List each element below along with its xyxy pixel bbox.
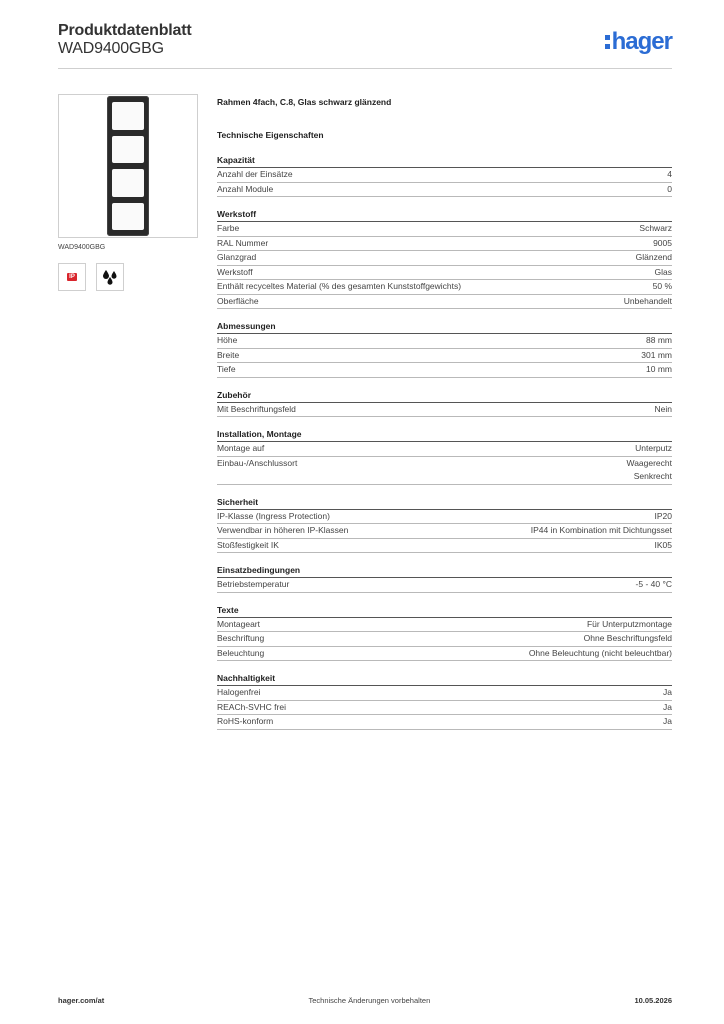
spec-label: Anzahl Module bbox=[217, 183, 274, 194]
spec-value: Glas bbox=[654, 266, 672, 277]
spec-row bbox=[217, 403, 672, 418]
spec-value: 301 mm bbox=[641, 349, 672, 360]
section-title: Werkstoff bbox=[217, 209, 672, 222]
spec-row bbox=[217, 183, 672, 198]
spec-label: Höhe bbox=[217, 335, 238, 345]
product-image bbox=[58, 94, 198, 238]
spec-label: Beleuchtung bbox=[217, 647, 265, 658]
spec-row bbox=[217, 363, 672, 378]
header-divider bbox=[58, 68, 672, 69]
spec-label: REACh-SVHC frei bbox=[217, 701, 286, 712]
spec-value: Ja bbox=[663, 701, 672, 712]
spec-label: Werkstoff bbox=[217, 266, 253, 277]
product-details bbox=[217, 96, 672, 730]
spec-label: Enthält recyceltes Material (% des gesamten Kunststoffgewichts) bbox=[217, 281, 462, 291]
spec-label: Tiefe bbox=[217, 364, 236, 374]
spec-row bbox=[217, 334, 672, 349]
page-footer bbox=[58, 996, 672, 1005]
spec-row bbox=[217, 578, 672, 593]
spec-value: IP44 in Kombination mit Dichtungsset bbox=[530, 525, 672, 535]
spec-value: IK05 bbox=[654, 539, 672, 550]
spec-label: Verwendbar in höheren IP-Klassen bbox=[217, 525, 349, 535]
water-drops-badge bbox=[96, 263, 124, 291]
spec-value: Waagerecht Senkrecht bbox=[626, 457, 672, 481]
spec-label: Beschriftung bbox=[217, 633, 265, 643]
spec-value: 9005 bbox=[653, 237, 672, 248]
spec-row bbox=[217, 539, 672, 554]
spec-section bbox=[217, 429, 672, 485]
spec-row bbox=[217, 168, 672, 183]
spec-sections bbox=[217, 155, 672, 730]
spec-row bbox=[217, 349, 672, 364]
spec-value: Unterputz bbox=[635, 443, 672, 453]
product-title: Rahmen 4fach, C.8, Glas schwarz glänzend bbox=[217, 97, 392, 107]
section-title: Zubehör bbox=[217, 390, 672, 403]
spec-value: Für Unterputzmontage bbox=[586, 618, 672, 629]
footer-date: 10.05.2026 bbox=[634, 996, 672, 1005]
spec-value: 4 bbox=[667, 169, 672, 179]
section-title: Sicherheit bbox=[217, 497, 672, 510]
section-title: Installation, Montage bbox=[217, 429, 672, 442]
spec-label: Montageart bbox=[217, 618, 260, 629]
spec-value: Glänzend bbox=[635, 252, 672, 262]
spec-row bbox=[217, 701, 672, 716]
spec-label: Halogenfrei bbox=[217, 687, 261, 697]
spec-section bbox=[217, 497, 672, 554]
spec-value: Ja bbox=[663, 716, 672, 726]
spec-label: Farbe bbox=[217, 223, 240, 233]
hager-logo bbox=[605, 28, 672, 56]
spec-section bbox=[217, 155, 672, 197]
spec-row bbox=[217, 457, 672, 485]
spec-row bbox=[217, 524, 672, 539]
spec-label: IP-Klasse (Ingress Protection) bbox=[217, 510, 330, 521]
document-title: Produktdatenblatt bbox=[58, 22, 192, 39]
spec-value: 88 mm bbox=[646, 335, 672, 345]
page-header bbox=[58, 22, 672, 70]
spec-value: Ohne Beschriftungsfeld bbox=[583, 633, 672, 643]
spec-value: Ohne Beleuchtung (nicht beleuchtbar) bbox=[528, 647, 672, 658]
section-title: Einsatzbedingungen bbox=[217, 565, 672, 578]
frame-4fold-illustration bbox=[107, 96, 149, 236]
spec-value: 0 bbox=[667, 183, 672, 194]
tech-properties-heading: Technische Eigenschaften bbox=[217, 130, 324, 140]
spec-section bbox=[217, 390, 672, 418]
spec-label: Montage auf bbox=[217, 443, 265, 453]
ip-rating-icon: IP bbox=[69, 274, 75, 280]
spec-section bbox=[217, 565, 672, 593]
spec-label: RAL Nummer bbox=[217, 237, 269, 248]
spec-label: Breite bbox=[217, 349, 240, 360]
spec-row bbox=[217, 510, 672, 525]
spec-row bbox=[217, 618, 672, 633]
spec-section bbox=[217, 605, 672, 662]
spec-label: Mit Beschriftungsfeld bbox=[217, 403, 296, 414]
logo-text: hager bbox=[611, 28, 672, 55]
section-title: Texte bbox=[217, 605, 672, 618]
spec-value: 50 % bbox=[652, 281, 672, 291]
spec-row bbox=[217, 295, 672, 310]
spec-section bbox=[217, 673, 672, 730]
spec-value: Nein bbox=[654, 403, 672, 414]
spec-value: Schwarz bbox=[639, 223, 672, 233]
spec-row bbox=[217, 442, 672, 457]
spec-value: IP20 bbox=[654, 510, 672, 521]
spec-label: Anzahl der Einsätze bbox=[217, 169, 293, 179]
spec-value: Ja bbox=[663, 687, 672, 697]
spec-row bbox=[217, 266, 672, 281]
product-number: WAD9400GBG bbox=[58, 40, 164, 57]
spec-label: Betriebstemperatur bbox=[217, 579, 290, 589]
section-title: Abmessungen bbox=[217, 321, 672, 334]
spec-row bbox=[217, 222, 672, 237]
spec-row bbox=[217, 715, 672, 730]
spec-label: Stoßfestigkeit IK bbox=[217, 539, 279, 550]
spec-row bbox=[217, 251, 672, 266]
spec-label: RoHS-konform bbox=[217, 716, 274, 726]
spec-section bbox=[217, 321, 672, 378]
footer-notice: Technische Änderungen vorbehalten bbox=[308, 996, 431, 1005]
spec-value: 10 mm bbox=[646, 364, 672, 374]
footer-website: hager.com/at bbox=[58, 996, 105, 1005]
section-title: Kapazität bbox=[217, 155, 672, 168]
spec-section bbox=[217, 209, 672, 309]
spec-row bbox=[217, 280, 672, 295]
spec-row bbox=[217, 686, 672, 701]
spec-row bbox=[217, 237, 672, 252]
spec-label: Glanzgrad bbox=[217, 252, 257, 262]
section-title: Nachhaltigkeit bbox=[217, 673, 672, 686]
spec-row bbox=[217, 632, 672, 647]
logo-dots-icon bbox=[605, 35, 610, 49]
spec-value: Unbehandelt bbox=[623, 295, 672, 306]
product-image-caption: WAD9400GBG bbox=[58, 244, 106, 251]
spec-row bbox=[217, 647, 672, 662]
spec-value: -5 - 40 °C bbox=[635, 579, 672, 589]
ip-rating-badge bbox=[58, 263, 86, 291]
water-drops-icon bbox=[101, 268, 119, 286]
spec-label: Einbau-/Anschlussort bbox=[217, 457, 298, 468]
spec-label: Oberfläche bbox=[217, 295, 259, 306]
